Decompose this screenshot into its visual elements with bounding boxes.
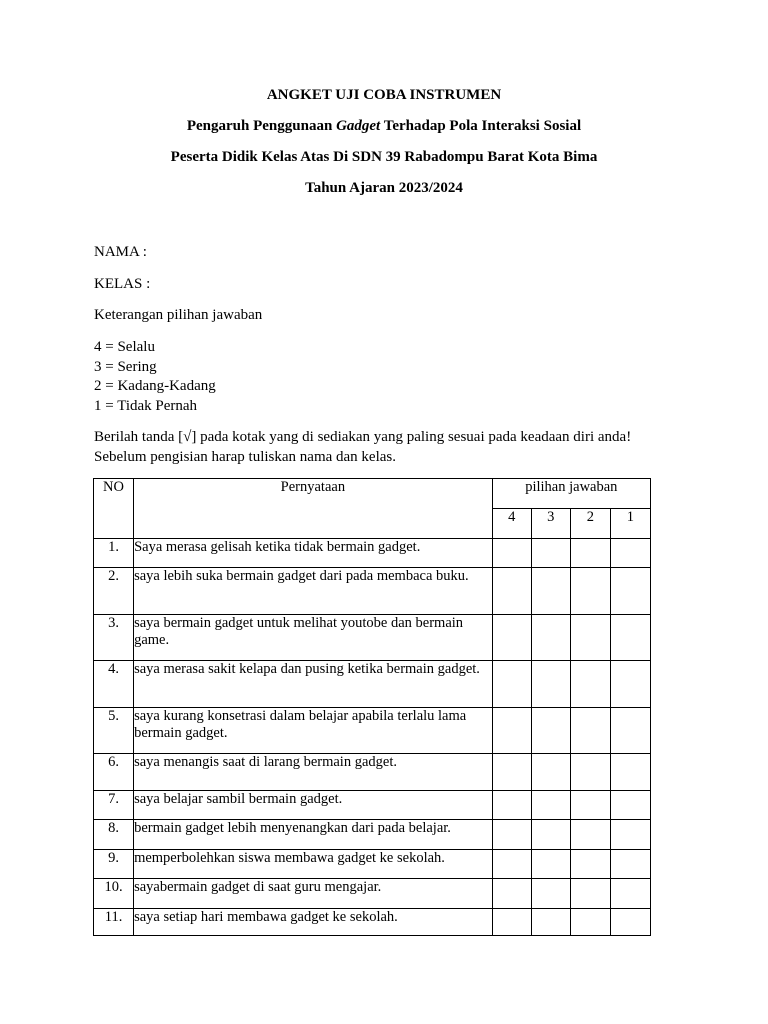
answer-cell-3[interactable] [531,850,570,879]
subtitle-post: Terhadap Pola Interaksi Sosial [380,118,582,134]
table-row [94,909,651,936]
answer-cell-3[interactable] [531,820,570,850]
row-statement: bermain gadget lebih menyenangkan dari pada belajar. [134,820,493,850]
row-statement: Saya merasa gelisah ketika tidak bermain gadget. [134,539,493,568]
row-statement: saya lebih suka bermain gadget dari pada membaca buku. [134,568,493,615]
instructions [94,428,631,467]
table-row [94,850,651,879]
document-title: ANGKET UJI COBA INSTRUMEN [266,87,502,103]
kelas-label: KELAS : [94,276,151,292]
header-choice-2: 2 [570,509,610,539]
table-row [94,661,651,708]
row-number: 7. [94,791,134,820]
answer-cell-2[interactable] [570,661,610,708]
header-choice-4: 4 [492,509,531,539]
answer-cell-1[interactable] [610,820,650,850]
table-row [94,708,651,754]
header-no: NO [94,479,134,539]
answer-cell-1[interactable] [610,754,650,791]
header-choices: pilihan jawaban [492,479,650,509]
answer-cell-1[interactable] [610,708,650,754]
answer-cell-1[interactable] [610,539,650,568]
questionnaire-table [93,478,651,936]
answer-cell-4[interactable] [492,791,531,820]
row-statement: memperbolehkan siswa membawa gadget ke sekolah. [134,850,493,879]
subtitle-pre: Pengaruh Penggunaan [186,118,337,134]
answer-cell-2[interactable] [570,791,610,820]
answer-cell-1[interactable] [610,568,650,615]
answer-cell-2[interactable] [570,615,610,661]
keterangan-heading: Keterangan pilihan jawaban [94,307,263,323]
instructions-line-2: Sebelum pengisian harap tuliskan nama dan kelas. [94,448,396,465]
answer-cell-3[interactable] [531,615,570,661]
answer-cell-4[interactable] [492,661,531,708]
document-subtitle [0,118,768,135]
row-number: 8. [94,820,134,850]
table-row [94,615,651,661]
nama-label: NAMA : [94,244,147,260]
header-choice-3: 3 [531,509,570,539]
row-statement: saya menangis saat di larang bermain gadget. [134,754,493,791]
answer-cell-2[interactable] [570,850,610,879]
table-row [94,879,651,909]
row-number: 9. [94,850,134,879]
answer-cell-2[interactable] [570,539,610,568]
answer-cell-3[interactable] [531,754,570,791]
table-header-row [94,479,651,509]
row-statement: saya setiap hari membawa gadget ke sekolah. [134,909,493,936]
table-row [94,539,651,568]
answer-cell-2[interactable] [570,754,610,791]
answer-cell-2[interactable] [570,568,610,615]
row-statement: sayabermain gadget di saat guru mengajar. [134,879,493,909]
table-row [94,791,651,820]
answer-cell-4[interactable] [492,539,531,568]
legend-item-4: 4 = Selalu [94,339,155,355]
legend-item-3: 3 = Sering [94,358,157,375]
answer-cell-3[interactable] [531,791,570,820]
row-number: 1. [94,539,134,568]
answer-cell-1[interactable] [610,850,650,879]
row-number: 11. [94,909,134,936]
row-number: 5. [94,708,134,754]
table-row [94,568,651,615]
instructions-line-1: Berilah tanda [√] pada kotak yang di sediakan yang paling sesuai pada keadaan diri anda! [94,429,632,445]
answer-cell-1[interactable] [610,879,650,909]
answer-cell-2[interactable] [570,879,610,909]
answer-cell-4[interactable] [492,909,531,936]
row-number: 6. [94,754,134,791]
answer-cell-2[interactable] [570,820,610,850]
row-statement: saya kurang konsetrasi dalam belajar apabila terlalu lama bermain gadget. [134,708,493,754]
answer-cell-4[interactable] [492,879,531,909]
subtitle-gadget: Gadget [336,118,381,134]
document-subtitle-year: Tahun Ajaran 2023/2024 [305,180,463,196]
document-subtitle-school: Peserta Didik Kelas Atas Di SDN 39 Rabadompu Barat Kota Bima [170,149,598,165]
header-choice-1: 1 [610,509,650,539]
row-statement: saya merasa sakit kelapa dan pusing ketika bermain gadget. [134,661,493,708]
answer-cell-4[interactable] [492,820,531,850]
answer-cell-2[interactable] [570,708,610,754]
answer-cell-4[interactable] [492,568,531,615]
row-statement: saya bermain gadget untuk melihat youtobe dan bermain game. [134,615,493,661]
answer-cell-4[interactable] [492,850,531,879]
row-number: 4. [94,661,134,708]
header-statement: Pernyataan [134,479,493,539]
answer-cell-3[interactable] [531,708,570,754]
row-number: 3. [94,615,134,661]
answer-cell-1[interactable] [610,909,650,936]
table-row [94,820,651,850]
answer-cell-1[interactable] [610,791,650,820]
answer-cell-3[interactable] [531,568,570,615]
row-number: 10. [94,879,134,909]
answer-cell-1[interactable] [610,615,650,661]
answer-cell-4[interactable] [492,708,531,754]
answer-cell-3[interactable] [531,539,570,568]
answer-cell-2[interactable] [570,909,610,936]
answer-legend [94,338,216,416]
answer-cell-3[interactable] [531,879,570,909]
legend-item-1: 1 = Tidak Pernah [94,397,198,414]
answer-cell-1[interactable] [610,661,650,708]
answer-cell-4[interactable] [492,615,531,661]
table-row [94,754,651,791]
answer-cell-3[interactable] [531,661,570,708]
answer-cell-3[interactable] [531,909,570,936]
row-statement: saya belajar sambil bermain gadget. [134,791,493,820]
row-number: 2. [94,568,134,615]
answer-cell-4[interactable] [492,754,531,791]
legend-item-2: 2 = Kadang-Kadang [94,378,216,394]
